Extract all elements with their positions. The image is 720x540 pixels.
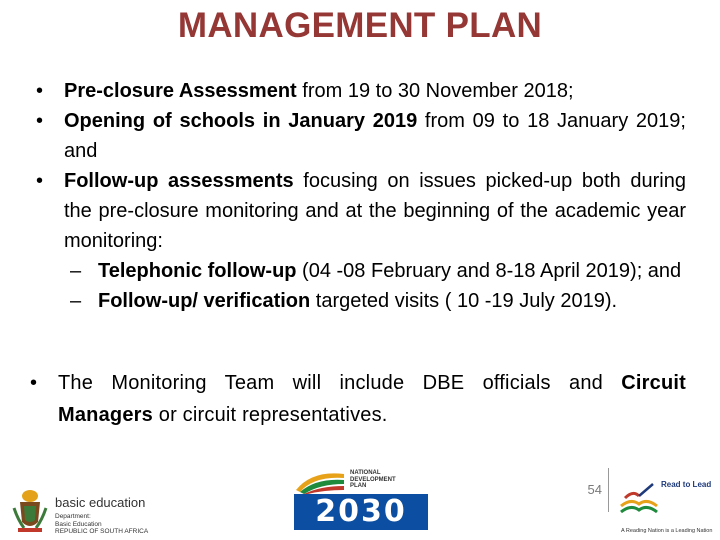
sub-bullet-dash: – [70,290,82,312]
bullet-bold-text: Opening of schools in January 2019 [64,110,418,132]
bullet-item [36,166,686,256]
ndp-label-line: DEVELOPMENT [350,476,396,483]
read-to-lead-title: Read to Lead [661,480,712,489]
sub-bullet-text: targeted visits ( 10 -19 July 2019). [310,290,618,312]
bullet-bold-text: Pre-closure Assessment [64,80,297,102]
ndp-2030-logo [292,466,430,534]
ndp-flag-icon [292,468,348,494]
sub-bullet-text: (04 -08 February and 8-18 April 2019); and [296,260,682,282]
read-to-lead-logo [617,474,717,540]
coat-of-arms-icon [10,488,50,536]
dbe-line: Basic Education [55,520,102,528]
bullet-dot: • [30,372,38,394]
ndp-label [350,470,396,490]
bullet-item [36,106,686,166]
bullet-list [36,76,686,316]
bullet-text: The Monitoring Team will include DBE officials and [58,372,622,394]
bullet-item [30,367,686,431]
dbe-line: REPUBLIC OF SOUTH AFRICA [55,528,149,535]
dbe-name: basic education [55,495,146,510]
sub-bullet-item [36,256,686,286]
page-number: 54 [545,468,609,512]
bullet-bold-text: Circuit Managers [58,372,686,426]
ndp-label-line: PLAN [350,483,367,489]
bullet-dot: • [36,110,44,132]
bullet-dot: • [36,170,44,192]
bullet-text: focusing on issues picked-up both during the pre-closure monitoring and at the beginning of the academic year monitoring: [64,170,686,252]
sub-bullet-bold-text: Follow-up/ verification [98,290,311,312]
ndp-label-line: NATIONAL [350,470,381,476]
read-to-lead-tagline: A Reading Nation is a Leading Nation [621,528,713,534]
sub-bullet-dash: – [70,260,82,282]
bullet-dot: • [36,80,44,102]
sub-bullet-bold-text: Telephonic follow-up [98,260,297,282]
slide-footer [0,462,720,540]
dbe-logo [10,488,150,538]
slide-title: MANAGEMENT PLAN [177,6,543,45]
bullet-bold-text: Follow-up assessments [64,170,294,192]
bullet-text: from 19 to 30 November 2018; [296,80,574,102]
bullet-item [36,76,686,106]
bullet-text: or circuit representatives. [152,404,388,426]
dbe-line: Department: [55,513,91,520]
sub-bullet-item [36,286,686,316]
bullet-text: from 09 to 18 January 2019; and [64,110,686,162]
ndp-year: 2030 [294,494,428,530]
open-book-icon [617,478,661,522]
dbe-subtext [55,513,148,536]
